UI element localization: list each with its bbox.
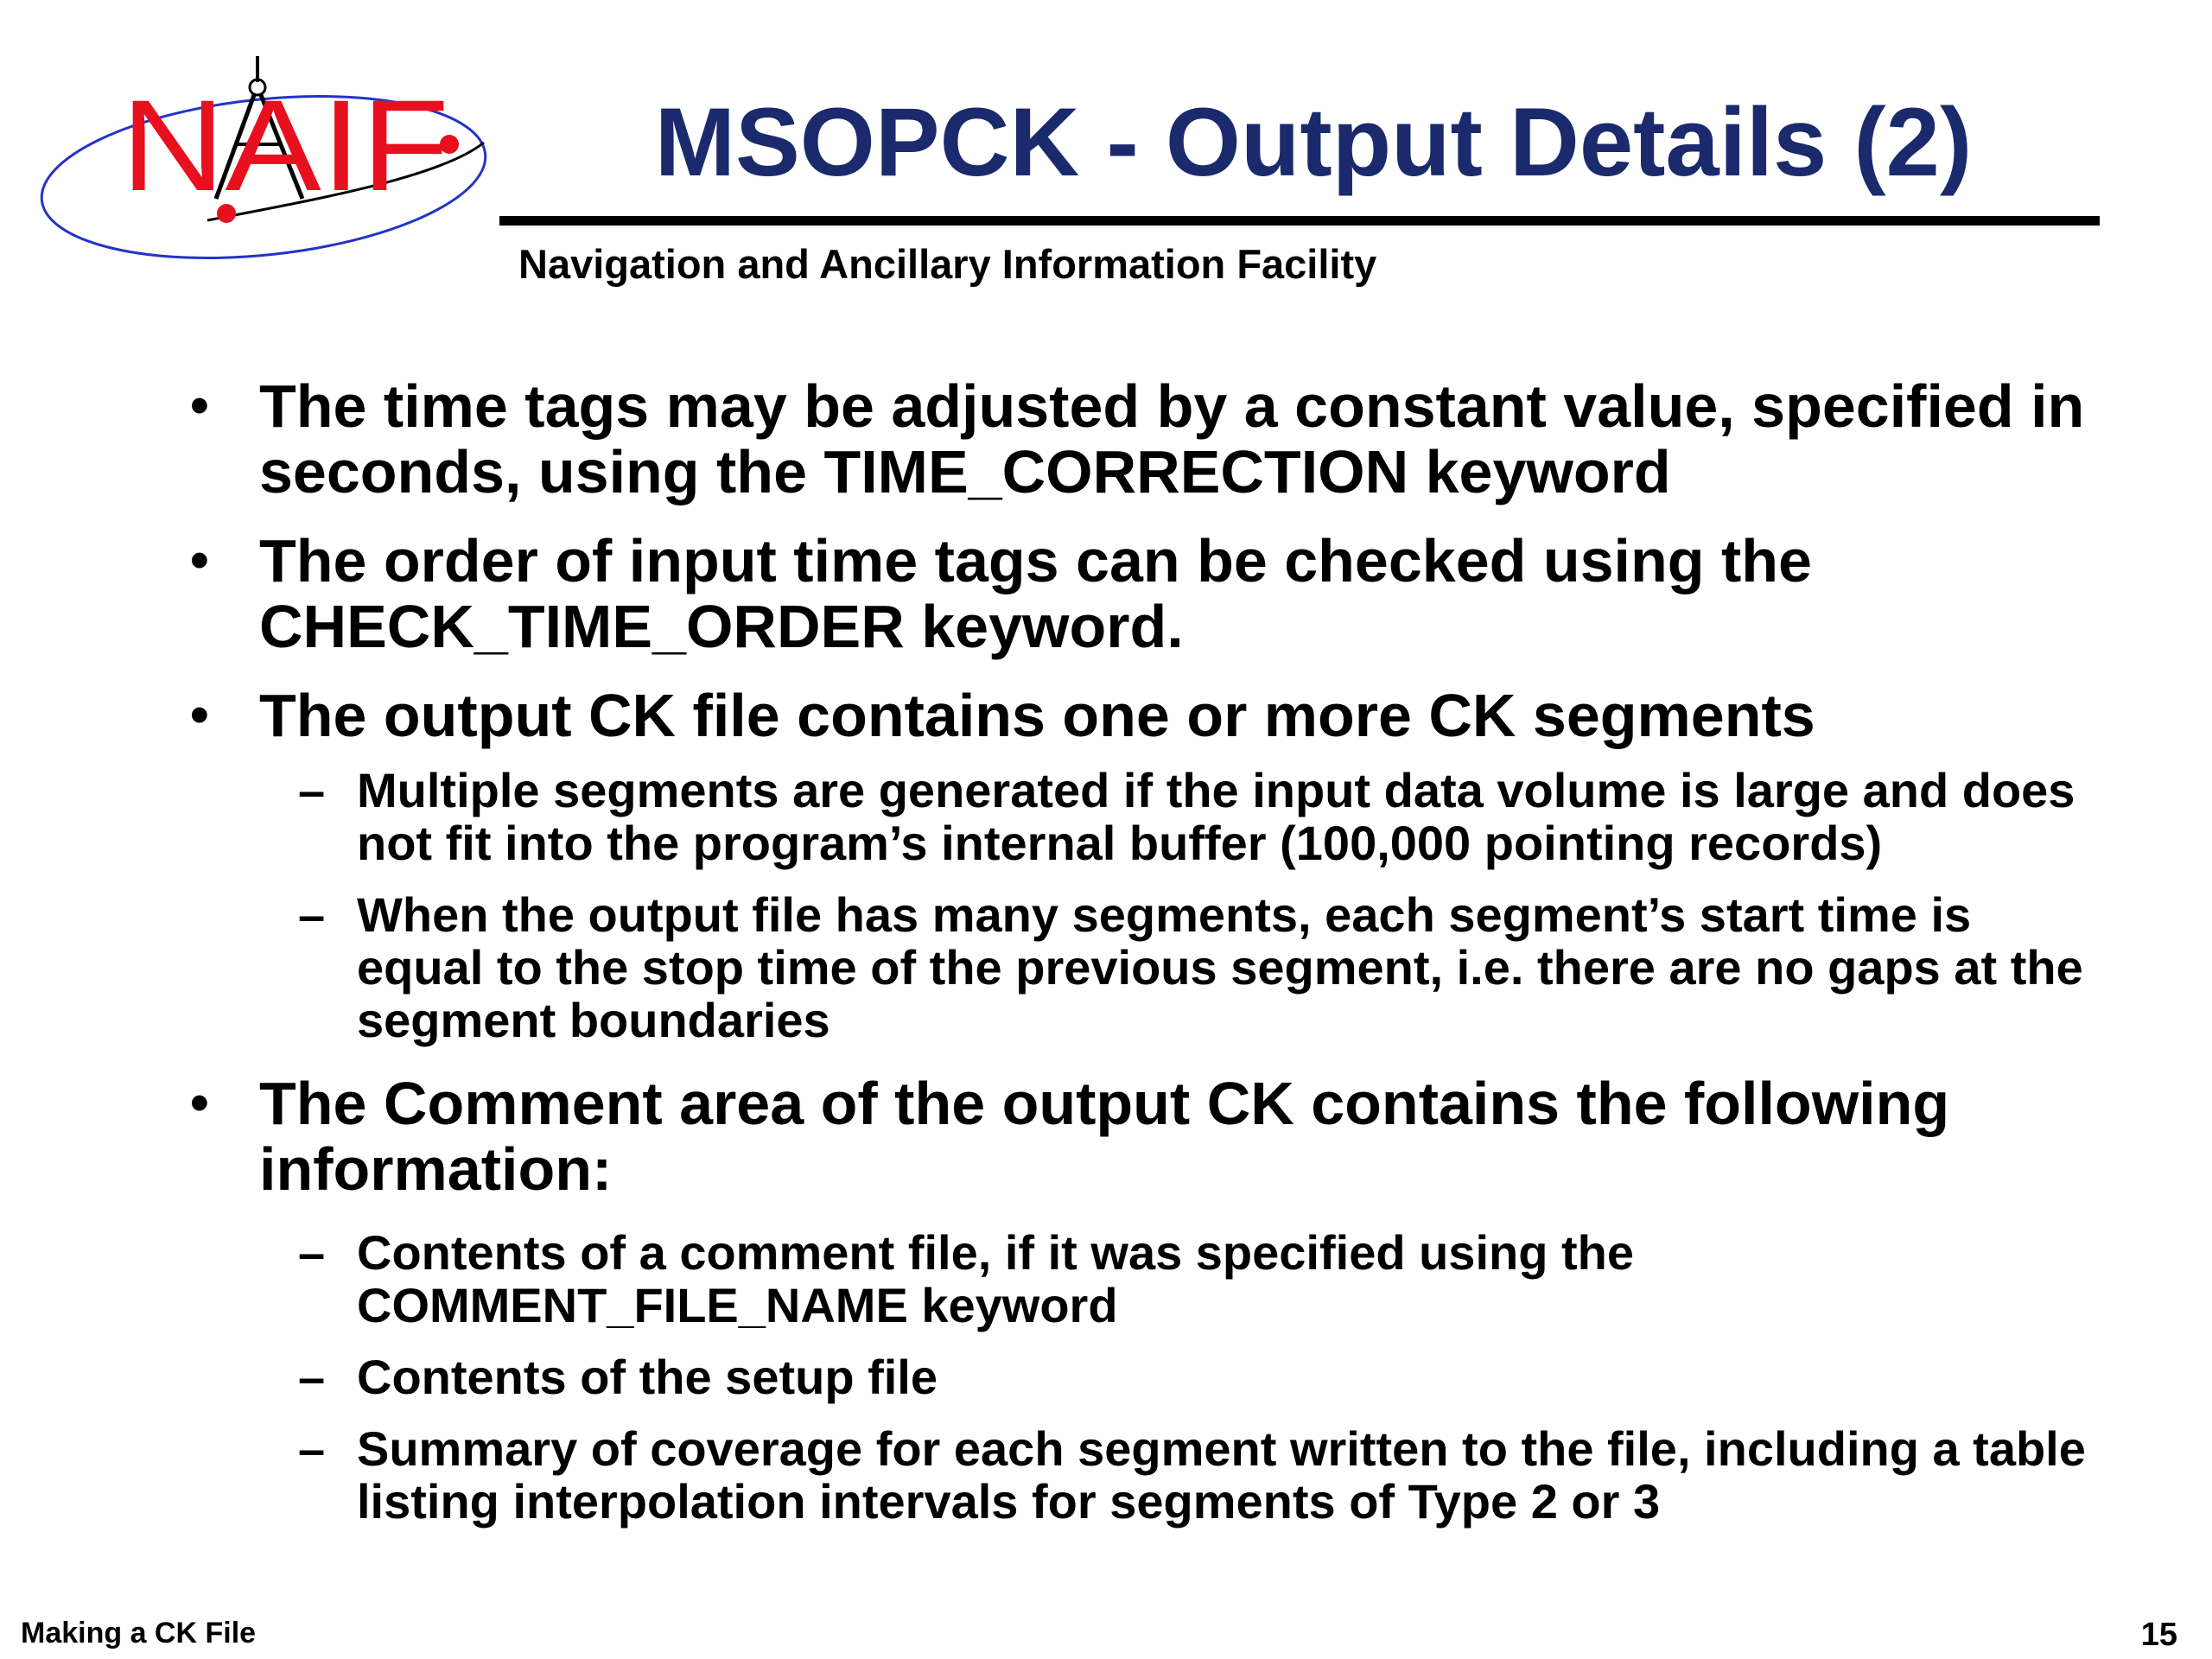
bullet-item <box>173 528 2108 659</box>
sub-bullet-text: When the output file has many segments, each segment’s start time is equal to the stop time of the previous segment, i.e. there are no gaps at the segment boundaries <box>357 887 2083 1047</box>
dash-marker: – <box>298 763 326 817</box>
sub-bullet-text: Contents of the setup file <box>357 1350 938 1404</box>
bullet-marker: • <box>190 531 209 590</box>
dash-marker: – <box>298 1350 326 1404</box>
sub-bullet-item <box>173 1351 2108 1403</box>
slide-title: MSOPCK - Output Details (2) <box>654 88 1973 196</box>
bullet-list <box>173 373 2108 1547</box>
bullet-marker: • <box>190 685 209 745</box>
sub-bullet-item <box>173 888 2108 1046</box>
title-rule <box>499 216 2100 226</box>
bullet-text: The Comment area of the output CK contains the following information: <box>259 1070 1950 1203</box>
naif-logo-graphic <box>35 48 501 272</box>
sub-bullet-item <box>173 764 2108 869</box>
bullet-text: The time tags may be adjusted by a constant value, specified in seconds, using the TIME_CORRECTION keyword <box>259 372 2085 505</box>
dash-marker: – <box>298 1421 326 1476</box>
page-number: 15 <box>2140 1617 2177 1653</box>
sub-bullet-text: Summary of coverage for each segment written to the file, including a table listing interpolation intervals for segments of Type 2 or 3 <box>357 1421 2086 1529</box>
bullet-text: The output CK file contains one or more CK segments <box>259 682 1815 749</box>
bullet-item <box>173 683 2108 748</box>
naif-logo <box>35 48 501 272</box>
naif-letters: NAIF <box>121 73 449 218</box>
sub-bullet-text: Contents of a comment file, if it was specified using the COMMENT_FILE_NAME keyword <box>357 1225 1634 1332</box>
slide-subtitle: Navigation and Ancillary Information Facility <box>518 241 1377 287</box>
bullet-marker: • <box>190 1073 209 1133</box>
sub-bullet-item <box>173 1422 2108 1528</box>
bullet-item <box>173 373 2108 505</box>
dash-marker: – <box>298 887 326 942</box>
bullet-text: The order of input time tags can be checked using the CHECK_TIME_ORDER keyword. <box>259 527 1812 660</box>
bullet-marker: • <box>190 376 209 435</box>
bullet-item <box>173 1071 2108 1202</box>
dash-marker: – <box>298 1225 326 1280</box>
sub-bullet-item <box>173 1226 2108 1332</box>
footer-doc-title: Making a CK File <box>21 1617 257 1649</box>
sub-bullet-text: Multiple segments are generated if the input data volume is large and does not fit into the program’s internal buffer (100,000 pointing records) <box>357 763 2075 870</box>
